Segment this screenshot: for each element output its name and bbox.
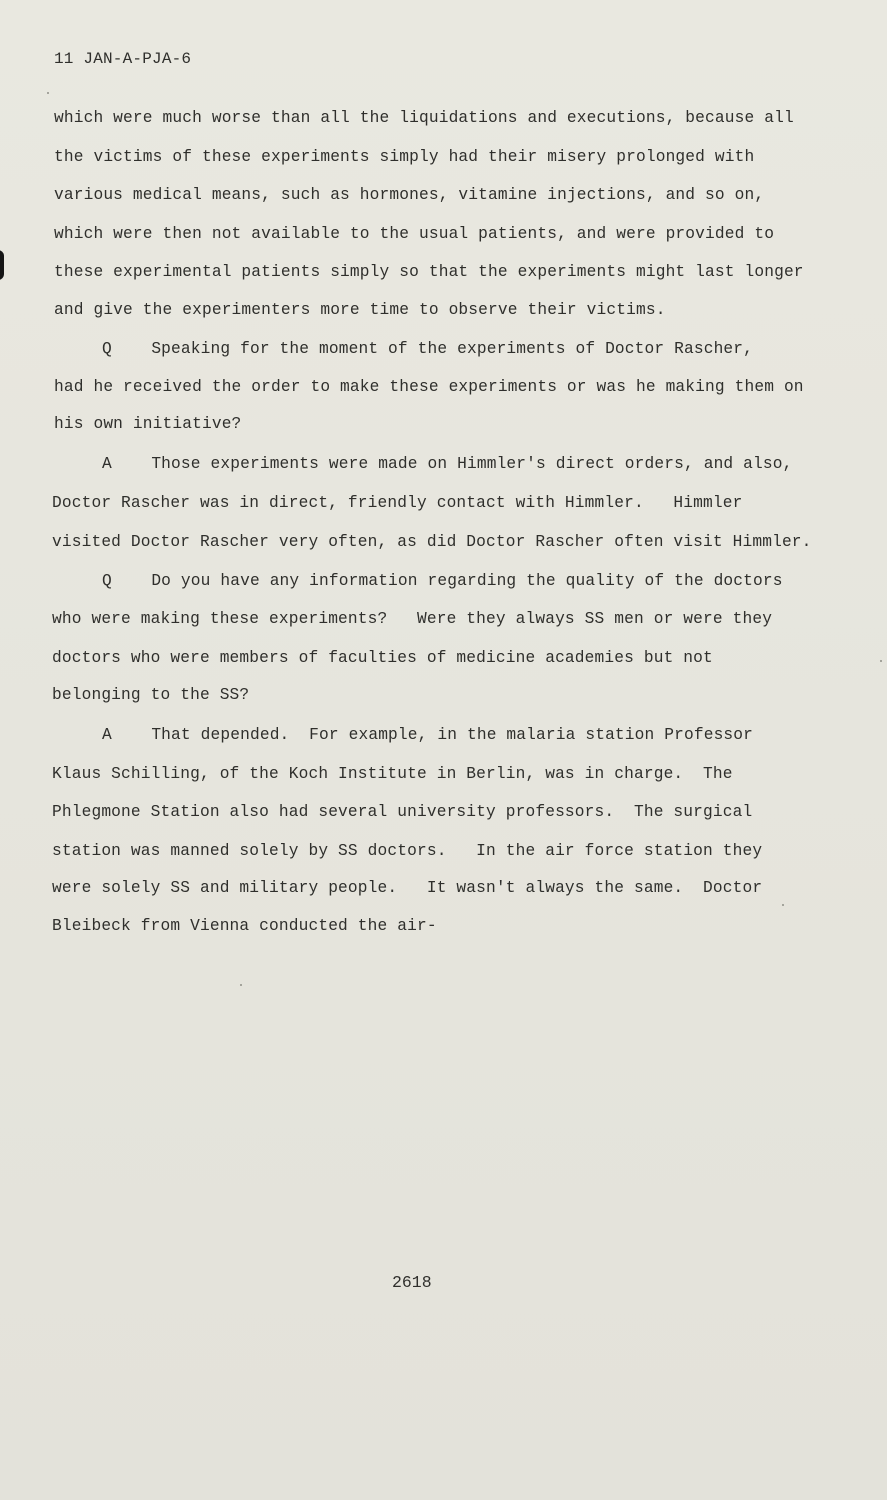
text-line: which were much worse than all the liquidations and executions, because all [54,109,794,127]
text-line: who were making these experiments? Were they always SS men or were they [52,610,773,628]
page-number: 2618 [392,1273,432,1292]
text-line: Phlegmone Station also had several university professors. The surgical [52,803,753,821]
text-line: doctors who were members of faculties of medicine academies but not [52,649,713,667]
text-line: station was manned solely by SS doctors. In the air force station they [52,842,763,860]
paper-speck [240,984,242,986]
text-line: which were then not available to the usual patients, and were provided to [54,225,775,243]
paper-speck [782,904,784,906]
text-line: visited Doctor Rascher very often, as did Doctor Rascher often visit Himmler. [52,533,812,551]
document-header: 11 JAN-A-PJA-6 [54,50,192,68]
text-line: Klaus Schilling, of the Koch Institute in Berlin, was in charge. The [52,765,733,783]
answer-line: A That depended. For example, in the malaria station Professor [102,726,754,744]
question-line: Q Do you have any information regarding the quality of the doctors [102,572,783,590]
text-line: Bleibeck from Vienna conducted the air- [52,917,437,935]
paper-speck [47,92,49,94]
answer-line: A Those experiments were made on Himmler's direct orders, and also, [102,455,793,473]
text-line: his own initiative? [54,415,242,433]
paper-speck [880,660,882,662]
text-line: belonging to the SS? [52,686,250,704]
text-line: these experimental patients simply so that the experiments might last longer [54,263,804,281]
question-line: Q Speaking for the moment of the experiments of Doctor Rascher, [102,340,754,358]
text-line: were solely SS and military people. It wasn't always the same. Doctor [52,879,763,897]
text-line: Doctor Rascher was in direct, friendly contact with Himmler. Himmler [52,494,743,512]
text-line: the victims of these experiments simply had their misery prolonged with [54,148,755,166]
text-line: had he received the order to make these experiments or was he making them on [54,378,804,396]
text-line: and give the experimenters more time to observe their victims. [54,301,666,319]
punch-hole-mark [0,250,4,280]
text-line: various medical means, such as hormones, vitamine injections, and so on, [54,186,765,204]
